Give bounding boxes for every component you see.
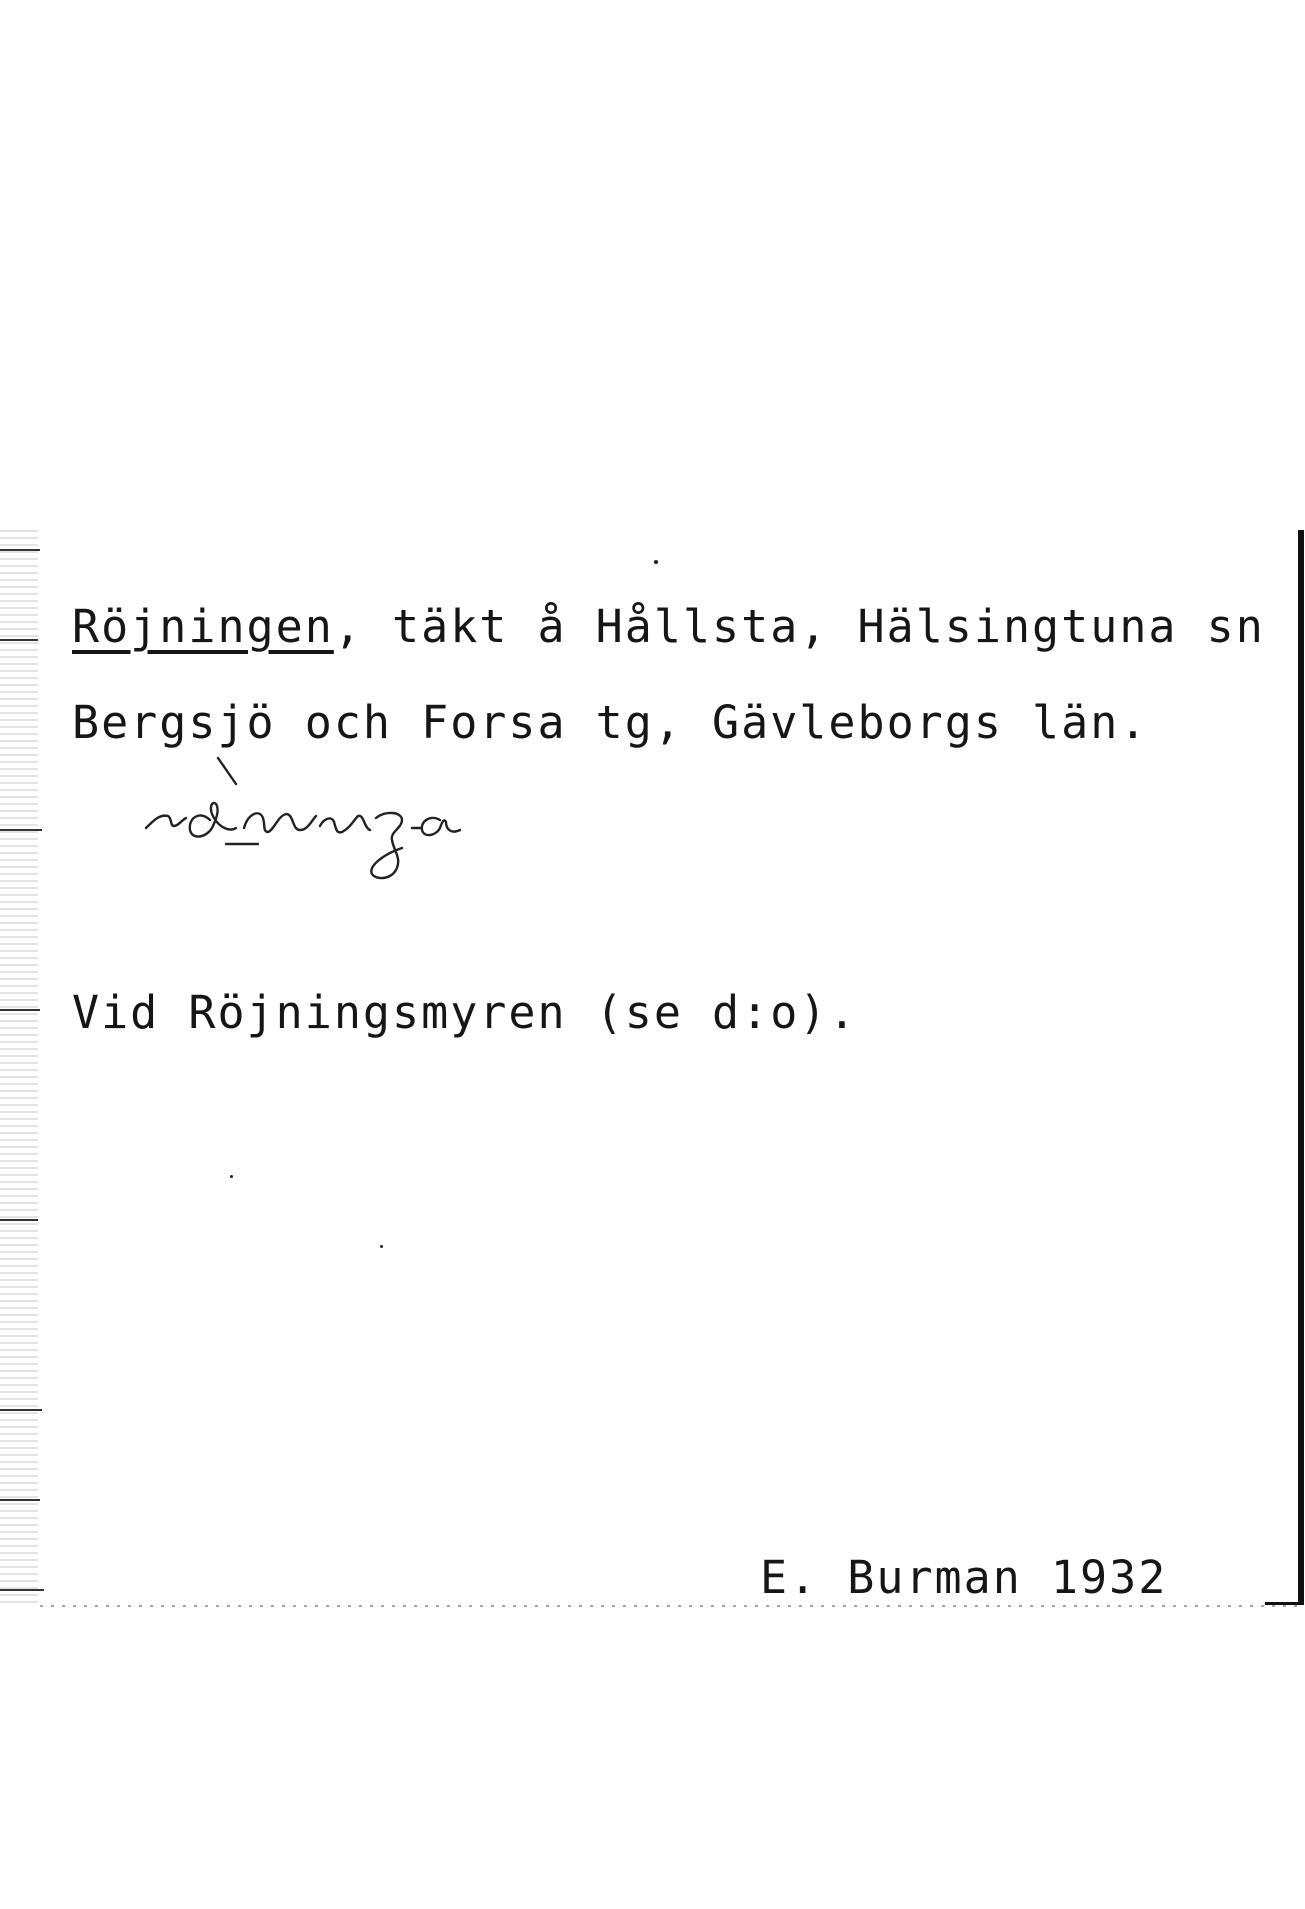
entry-line-1 (72, 600, 1265, 653)
signature: E. Burman 1932 (760, 1551, 1168, 1604)
entry-location: , täkt å Hållsta, Hälsingtuna sn (333, 600, 1265, 653)
card-right-border (1298, 530, 1304, 1605)
paper-speck (654, 560, 658, 564)
card-bottom-corner (1265, 1602, 1303, 1605)
headword: Röjningen (72, 600, 334, 653)
note-line: Vid Röjningsmyren (se d:o). (72, 986, 858, 1039)
entry-line-2: Bergsjö och Forsa tg, Gävleborgs län. (72, 696, 1149, 749)
card-bottom-edge (40, 1605, 1302, 1607)
paper-speck (230, 1175, 233, 1178)
paper-speck (380, 1245, 383, 1248)
left-edge-marks (0, 530, 45, 1605)
handwritten-pronunciation (140, 748, 600, 888)
